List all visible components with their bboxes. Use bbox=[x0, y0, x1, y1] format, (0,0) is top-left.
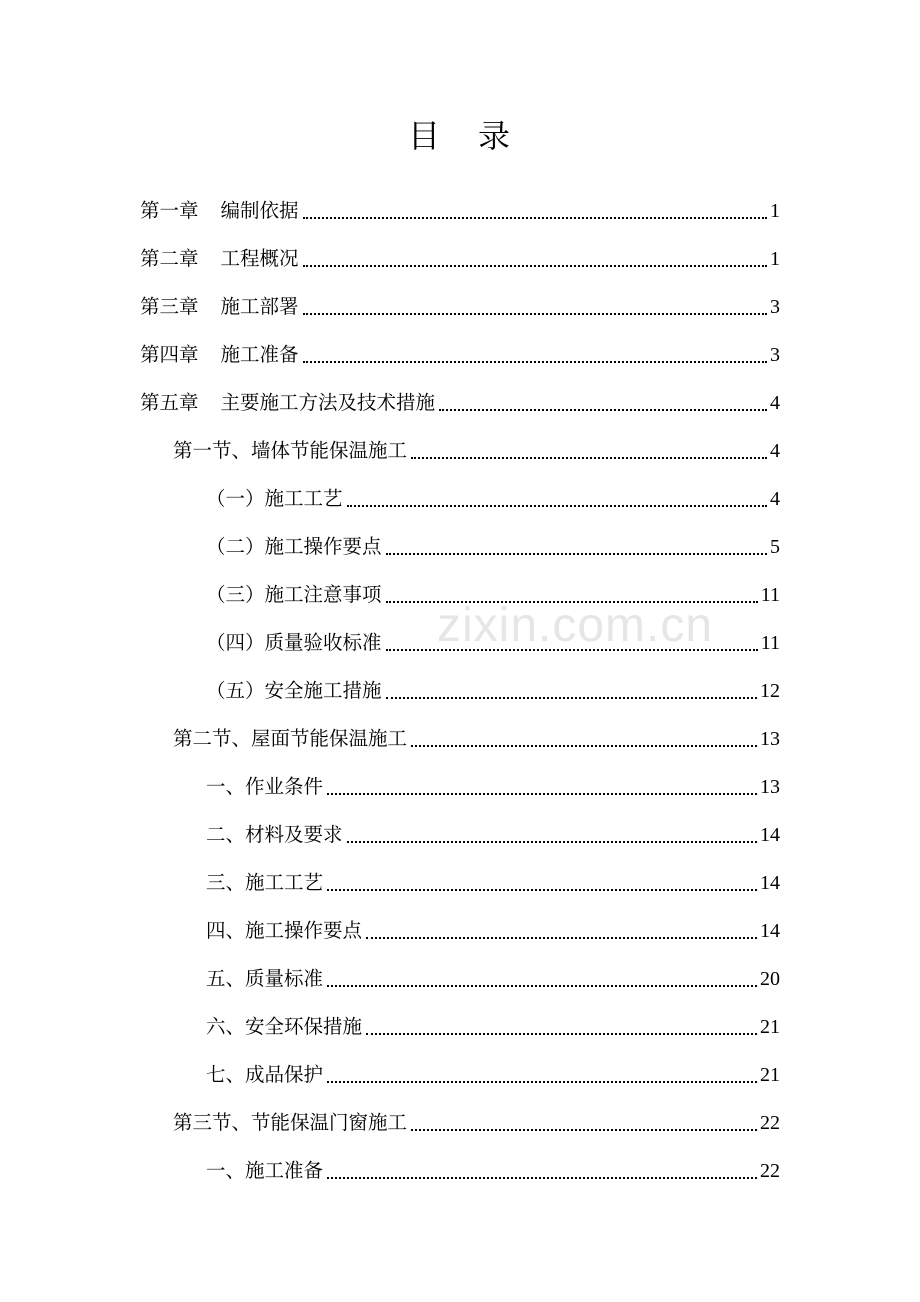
toc-dot-leader bbox=[366, 1033, 757, 1035]
toc-dot-leader bbox=[303, 313, 767, 315]
toc-page-number: 14 bbox=[760, 872, 780, 894]
toc-dot-leader bbox=[347, 841, 757, 843]
toc-entry-title: （四）质量验收标准 bbox=[206, 631, 382, 654]
toc-dot-leader bbox=[386, 553, 767, 555]
toc-entry-title: 第二节、屋面节能保温施工 bbox=[173, 727, 408, 750]
toc-entry-chapter-1[interactable] bbox=[140, 195, 780, 227]
toc-chapter-number: 第一章 bbox=[140, 199, 199, 222]
toc-entry-title: （五）安全施工措施 bbox=[206, 679, 382, 702]
toc-entry-title: 第三节、节能保温门窗施工 bbox=[173, 1111, 408, 1134]
toc-entry-title: 六、安全环保措施 bbox=[206, 1015, 363, 1038]
toc-page-number: 21 bbox=[760, 1016, 780, 1038]
toc-page-number: 3 bbox=[770, 296, 780, 318]
toc-entry-subsection[interactable] bbox=[206, 1059, 780, 1091]
toc-entry-chapter-5[interactable] bbox=[140, 387, 780, 419]
toc-page-number: 4 bbox=[770, 392, 780, 414]
toc-entry-chapter-2[interactable] bbox=[140, 243, 780, 275]
toc-dot-leader bbox=[439, 409, 767, 411]
toc-entry-title: （一）施工工艺 bbox=[206, 487, 343, 510]
toc-dot-leader bbox=[327, 889, 757, 891]
watermark: zixin.com.cn bbox=[437, 599, 714, 652]
toc-page-number: 14 bbox=[760, 824, 780, 846]
toc-page-number: 20 bbox=[760, 968, 780, 990]
toc-entry-chapter-4[interactable] bbox=[140, 339, 780, 371]
toc-page-number: 4 bbox=[770, 440, 780, 462]
toc-entry-title: 一、施工准备 bbox=[206, 1159, 324, 1182]
toc-entry-title: （三）施工注意事项 bbox=[206, 583, 382, 606]
toc-dot-leader bbox=[386, 601, 758, 603]
toc-page-number: 13 bbox=[760, 728, 780, 750]
toc-dot-leader bbox=[366, 937, 757, 939]
page-title bbox=[0, 112, 920, 160]
toc-chapter-number: 第二章 bbox=[140, 247, 199, 270]
toc-dot-leader bbox=[327, 1177, 757, 1179]
toc-entry-subsection[interactable] bbox=[206, 819, 780, 851]
toc-dot-leader bbox=[303, 217, 767, 219]
toc-page-number: 22 bbox=[760, 1160, 780, 1182]
toc-page-number: 3 bbox=[770, 344, 780, 366]
toc-entry-title: 施工准备 bbox=[220, 343, 299, 366]
toc-page-number: 1 bbox=[770, 248, 780, 270]
toc-entry-title: 五、质量标准 bbox=[206, 967, 324, 990]
toc-dot-leader bbox=[411, 457, 767, 459]
toc-dot-leader bbox=[411, 1129, 757, 1131]
toc-entry-title: 工程概况 bbox=[220, 247, 299, 270]
toc-entry-subsection[interactable] bbox=[206, 1011, 780, 1043]
toc-entry-subsection[interactable] bbox=[206, 1155, 780, 1187]
toc-entry-subsection[interactable] bbox=[206, 771, 780, 803]
toc-dot-leader bbox=[386, 649, 758, 651]
toc-chapter-number: 第四章 bbox=[140, 343, 199, 366]
toc-entry-subsection[interactable] bbox=[206, 867, 780, 899]
toc-entry-title: 施工部署 bbox=[220, 295, 299, 318]
toc-entry-subsection[interactable] bbox=[206, 531, 780, 563]
toc-page-number: 21 bbox=[760, 1064, 780, 1086]
toc-entry-title: 一、作业条件 bbox=[206, 775, 324, 798]
toc-entry-title: （二）施工操作要点 bbox=[206, 535, 382, 558]
toc-entry-chapter-3[interactable] bbox=[140, 291, 780, 323]
title-char-1: 目 bbox=[407, 117, 442, 155]
toc-entry-title: 第一节、墙体节能保温施工 bbox=[173, 439, 408, 462]
toc-page-number: 12 bbox=[760, 680, 780, 702]
toc-dot-leader bbox=[327, 793, 757, 795]
toc-page-number: 5 bbox=[770, 536, 780, 558]
toc-page-number: 4 bbox=[770, 488, 780, 510]
toc-chapter-number: 第三章 bbox=[140, 295, 199, 318]
toc-entry-section-2[interactable] bbox=[173, 723, 780, 755]
title-char-2: 录 bbox=[478, 117, 513, 155]
toc-page-number: 22 bbox=[760, 1112, 780, 1134]
toc-entry-subsection[interactable] bbox=[206, 963, 780, 995]
toc-entry-title: 二、材料及要求 bbox=[206, 823, 343, 846]
toc-entry-subsection[interactable] bbox=[206, 675, 780, 707]
toc-entry-title: 四、施工操作要点 bbox=[206, 919, 363, 942]
toc-dot-leader bbox=[303, 361, 767, 363]
toc-entry-subsection[interactable] bbox=[206, 627, 780, 659]
toc-page-number: 13 bbox=[760, 776, 780, 798]
toc-entry-subsection[interactable] bbox=[206, 915, 780, 947]
toc-entry-subsection[interactable] bbox=[206, 483, 780, 515]
toc-entry-section-1[interactable] bbox=[173, 435, 780, 467]
toc-dot-leader bbox=[327, 985, 757, 987]
toc-dot-leader bbox=[411, 745, 757, 747]
toc-dot-leader bbox=[386, 697, 757, 699]
toc-entry-title: 七、成品保护 bbox=[206, 1063, 324, 1086]
toc-dot-leader bbox=[303, 265, 767, 267]
toc-entry-title: 三、施工工艺 bbox=[206, 871, 324, 894]
toc-dot-leader bbox=[327, 1081, 757, 1083]
toc-page-number: 11 bbox=[760, 632, 780, 654]
toc-page-number: 14 bbox=[760, 920, 780, 942]
toc-entry-title: 主要施工方法及技术措施 bbox=[220, 391, 436, 414]
toc-page-number: 1 bbox=[770, 200, 780, 222]
toc-chapter-number: 第五章 bbox=[140, 391, 199, 414]
toc-entry-section-3[interactable] bbox=[173, 1107, 780, 1139]
toc-entry-subsection[interactable] bbox=[206, 579, 780, 611]
toc-dot-leader bbox=[347, 505, 767, 507]
toc-page-number: 11 bbox=[760, 584, 780, 606]
toc-entry-title: 编制依据 bbox=[220, 199, 299, 222]
